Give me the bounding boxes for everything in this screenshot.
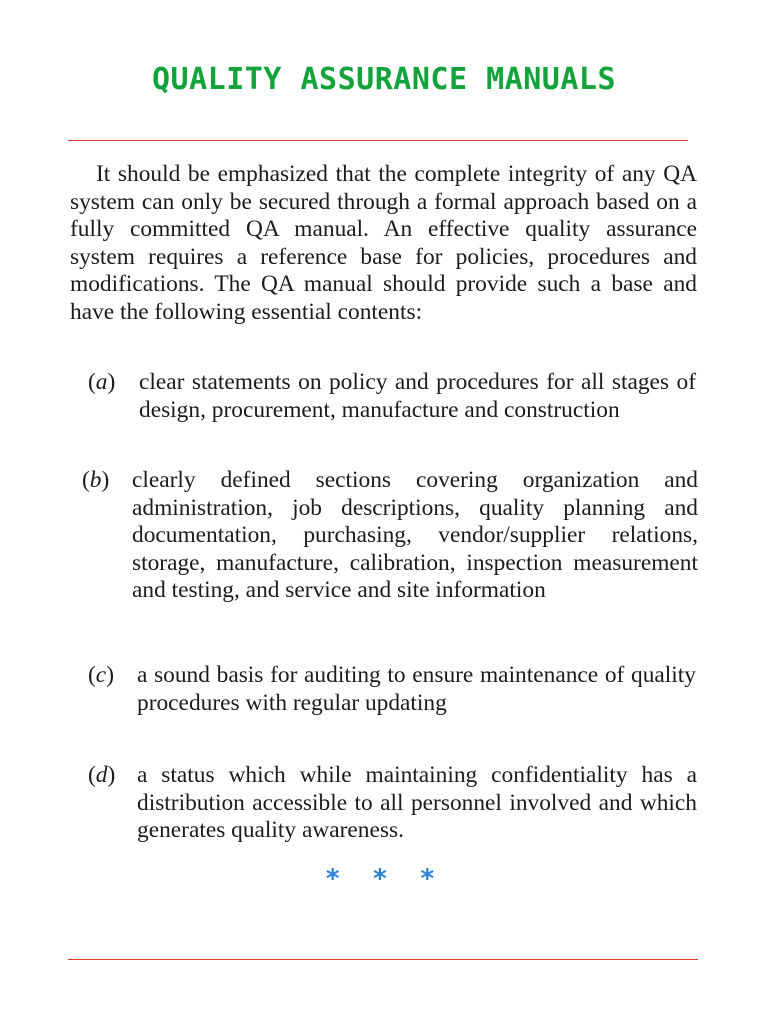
list-item-d [0, 762, 768, 846]
list-item-c [0, 662, 768, 746]
top-divider [68, 140, 688, 141]
page-title: QUALITY ASSURANCE MANUALS [151, 62, 617, 97]
list-item-label: (d) [88, 762, 116, 788]
list-item-label: (a) [88, 369, 116, 395]
bottom-divider [68, 959, 698, 960]
list-item-label: (c) [88, 662, 114, 688]
intro-paragraph: It should be emphasized that the complete integrity of any QA system can only be secured through a formal approach based on a fully committed QA manual. An effective quality assurance system requires a reference base for policies, procedures and modifications. The QA manual should provide such a base and have the following essential contents: [70, 161, 697, 325]
list-item-text: a sound basis for auditing to ensure maintenance of quality procedures with regular updating [137, 662, 696, 716]
list-item-b [0, 467, 768, 637]
list-item-text: clear statements on policy and procedures for all stages of design, procurement, manufacture and construction [139, 369, 696, 423]
list-item-text: a status which while maintaining confidentiality has a distribution accessible to all personnel involved and which generates quality awareness. [137, 762, 697, 844]
list-item-text: clearly defined sections covering organization and administration, job descriptions, quality planning and documentation, purchasing, vendor/supplier relations, storage, manufacture, calibration, inspection measurement and testing, and service and site information [132, 467, 698, 604]
section-separator: * * * [324, 864, 444, 894]
list-item-label: (b) [82, 467, 110, 493]
list-item-a [0, 369, 768, 453]
